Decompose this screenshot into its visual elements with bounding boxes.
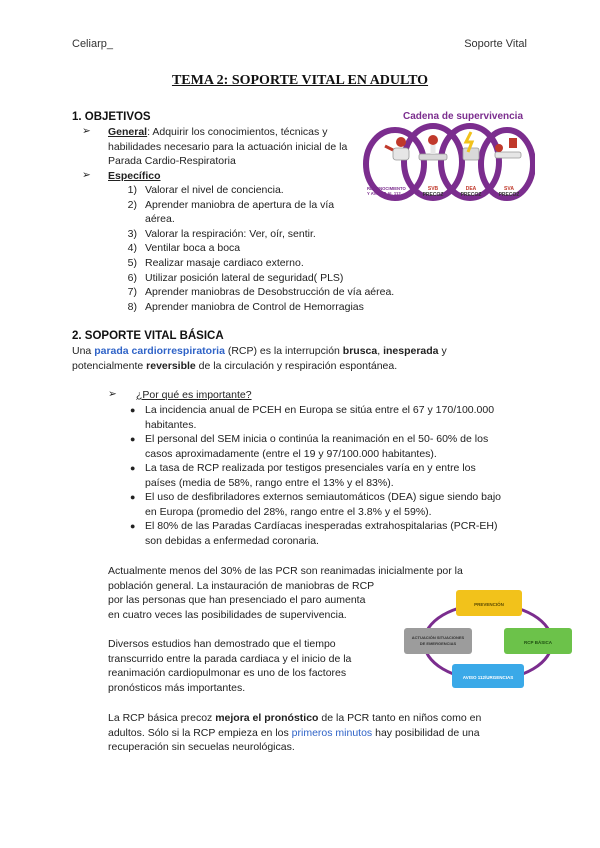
list-item: El personal del SEM inicia o continúa la reanimación en el 50- 60% de los casos aproximadamente (entre el 19 y 97/100.000 habitantes).: [145, 433, 489, 460]
emergency-cycle-diagram: [400, 584, 578, 690]
list-item: 5) Realizar masaje cardiaco externo.: [127, 256, 304, 269]
chain-label: DEA: [465, 186, 477, 192]
list-item: 4) Ventilar boca a boca: [127, 242, 241, 255]
term-parada: parada cardiorrespiratoria: [94, 345, 225, 357]
general-text-2: habilidades necesario para la actuación inicial de la: [108, 140, 348, 153]
bullet-dot-icon: ●: [130, 521, 136, 531]
especifico-label: Específico: [108, 170, 161, 182]
general-text-3: Parada Cardio-Respiratoria: [108, 155, 236, 168]
paragraph-studies: Diversos estudios han demostrado que el tiempo transcurrido entre la parada cardiaca y el inicio de la reanimación cardiopulmonar es uno de los factores pronósticos más importantes.: [108, 638, 352, 694]
list-item: La incidencia anual de PCEH en Europa se sitúa entre el 67 y 170/100.000 habitantes.: [145, 404, 495, 431]
arrow-bullet-icon: ➢: [82, 125, 91, 137]
section-objetivos-heading: 1. OBJETIVOS: [72, 111, 151, 123]
arrow-bullet-icon: ➢: [82, 169, 91, 181]
svg-text:ACTUACIÓN SITUACIONES: ACTUACIÓN SITUACIONES: [411, 635, 465, 640]
bullet-dot-icon: ●: [130, 463, 136, 473]
svg-text:DE EMERGENCIAS: DE EMERGENCIAS: [419, 641, 457, 646]
list-item: 3) Valorar la respiración: Ver, oír, sentir.: [127, 227, 316, 240]
header-right: Soporte Vital: [464, 38, 527, 50]
general-text-1: : Adquirir los conocimientos, técnicas y: [147, 126, 328, 138]
list-item: El uso de desfibriladores externos semiautomáticos (DEA) sigue siendo bajo en Europa (promedio del 28%, rango entre el 3.8% y el 59%).: [145, 491, 502, 518]
list-item: 1) Valorar el nivel de conciencia.: [127, 184, 284, 196]
chain-label: SVA: [504, 186, 514, 192]
paragraph-reanimation: Actualmente menos del 30% de las PCR son reanimadas inicialmente por la población general. La instauración de maniobras de RCP por las personas que han presenciado el paro aumenta en cuatro veces las posibilidades de supervivencia.: [108, 565, 463, 621]
list-item-continued: aérea.: [145, 213, 175, 226]
chain-title: Cadena de supervivencia: [402, 111, 524, 122]
chain-label: SVB: [427, 186, 439, 192]
page-title: TEMA 2: SOPORTE VITAL EN ADULTO: [171, 73, 429, 88]
list-item: La tasa de RCP realizada por testigos presenciales varía en y entre los países (media de 58%, rango entre el 13% y el 83%).: [145, 462, 476, 489]
chain-label: PRECOZ: [460, 192, 482, 198]
svg-text:PREVENCIÓN: PREVENCIÓN: [474, 602, 504, 607]
list-item: 6) Utilizar posición lateral de seguridad( PLS): [127, 271, 344, 284]
header-left: Celiarp_: [72, 38, 113, 50]
list-item: 7) Aprender maniobras de Desobstrucción de vía aérea.: [127, 286, 395, 299]
defibrillator-icon: [463, 132, 479, 160]
hospital-patient-icon: [495, 138, 521, 158]
chain-of-survival-image: [363, 106, 535, 208]
svg-text:RCP BÁSICA: RCP BÁSICA: [524, 640, 552, 645]
chain-label: RECONOCIMIENTO: [367, 186, 406, 191]
definition-paragraph: Una parada cardiorrespiratoria (RCP) es la interrupción brusca, inesperada y potencialmente reversible de la circulación y respiración espontánea.: [72, 345, 447, 372]
bullet-dot-icon: ●: [130, 492, 136, 502]
chain-label: Y AVISAR AL 112: [367, 191, 401, 196]
term-primeros-minutos: primeros minutos: [291, 726, 373, 739]
general-label: General: [108, 126, 148, 138]
list-item: 2) Aprender maniobra de apertura de la vía: [127, 198, 335, 211]
chain-label: PRECOZ: [422, 192, 444, 198]
paragraph-prognosis: La RCP básica precoz mejora el pronóstico de la PCR tanto en niños como en adultos. Sólo si la RCP empieza en los primeros minutos hay posibilidad de una recuperación sin secuelas neurológicas.: [108, 712, 482, 754]
person-icon: [385, 137, 409, 160]
bullet-dot-icon: ●: [130, 405, 136, 415]
svg-text:AVISO 112/URGENCIAS: AVISO 112/URGENCIAS: [462, 675, 514, 680]
general-paragraph: [108, 125, 347, 169]
list-item: El 80% de las Paradas Cardíacas inesperadas extrahospitalarias (PCR-EH) son debidas a enfermedad coronaria.: [145, 520, 498, 547]
list-item: 8) Aprender maniobra de Control de Hemorragias: [127, 300, 364, 313]
section-svb-heading: 2. SOPORTE VITAL BÁSICA: [72, 330, 224, 342]
why-heading: ¿Por qué es importante?: [136, 389, 252, 401]
arrow-bullet-icon: ➢: [108, 388, 117, 400]
chain-label: PRECOZ: [498, 192, 520, 198]
bullet-dot-icon: ●: [130, 434, 136, 444]
